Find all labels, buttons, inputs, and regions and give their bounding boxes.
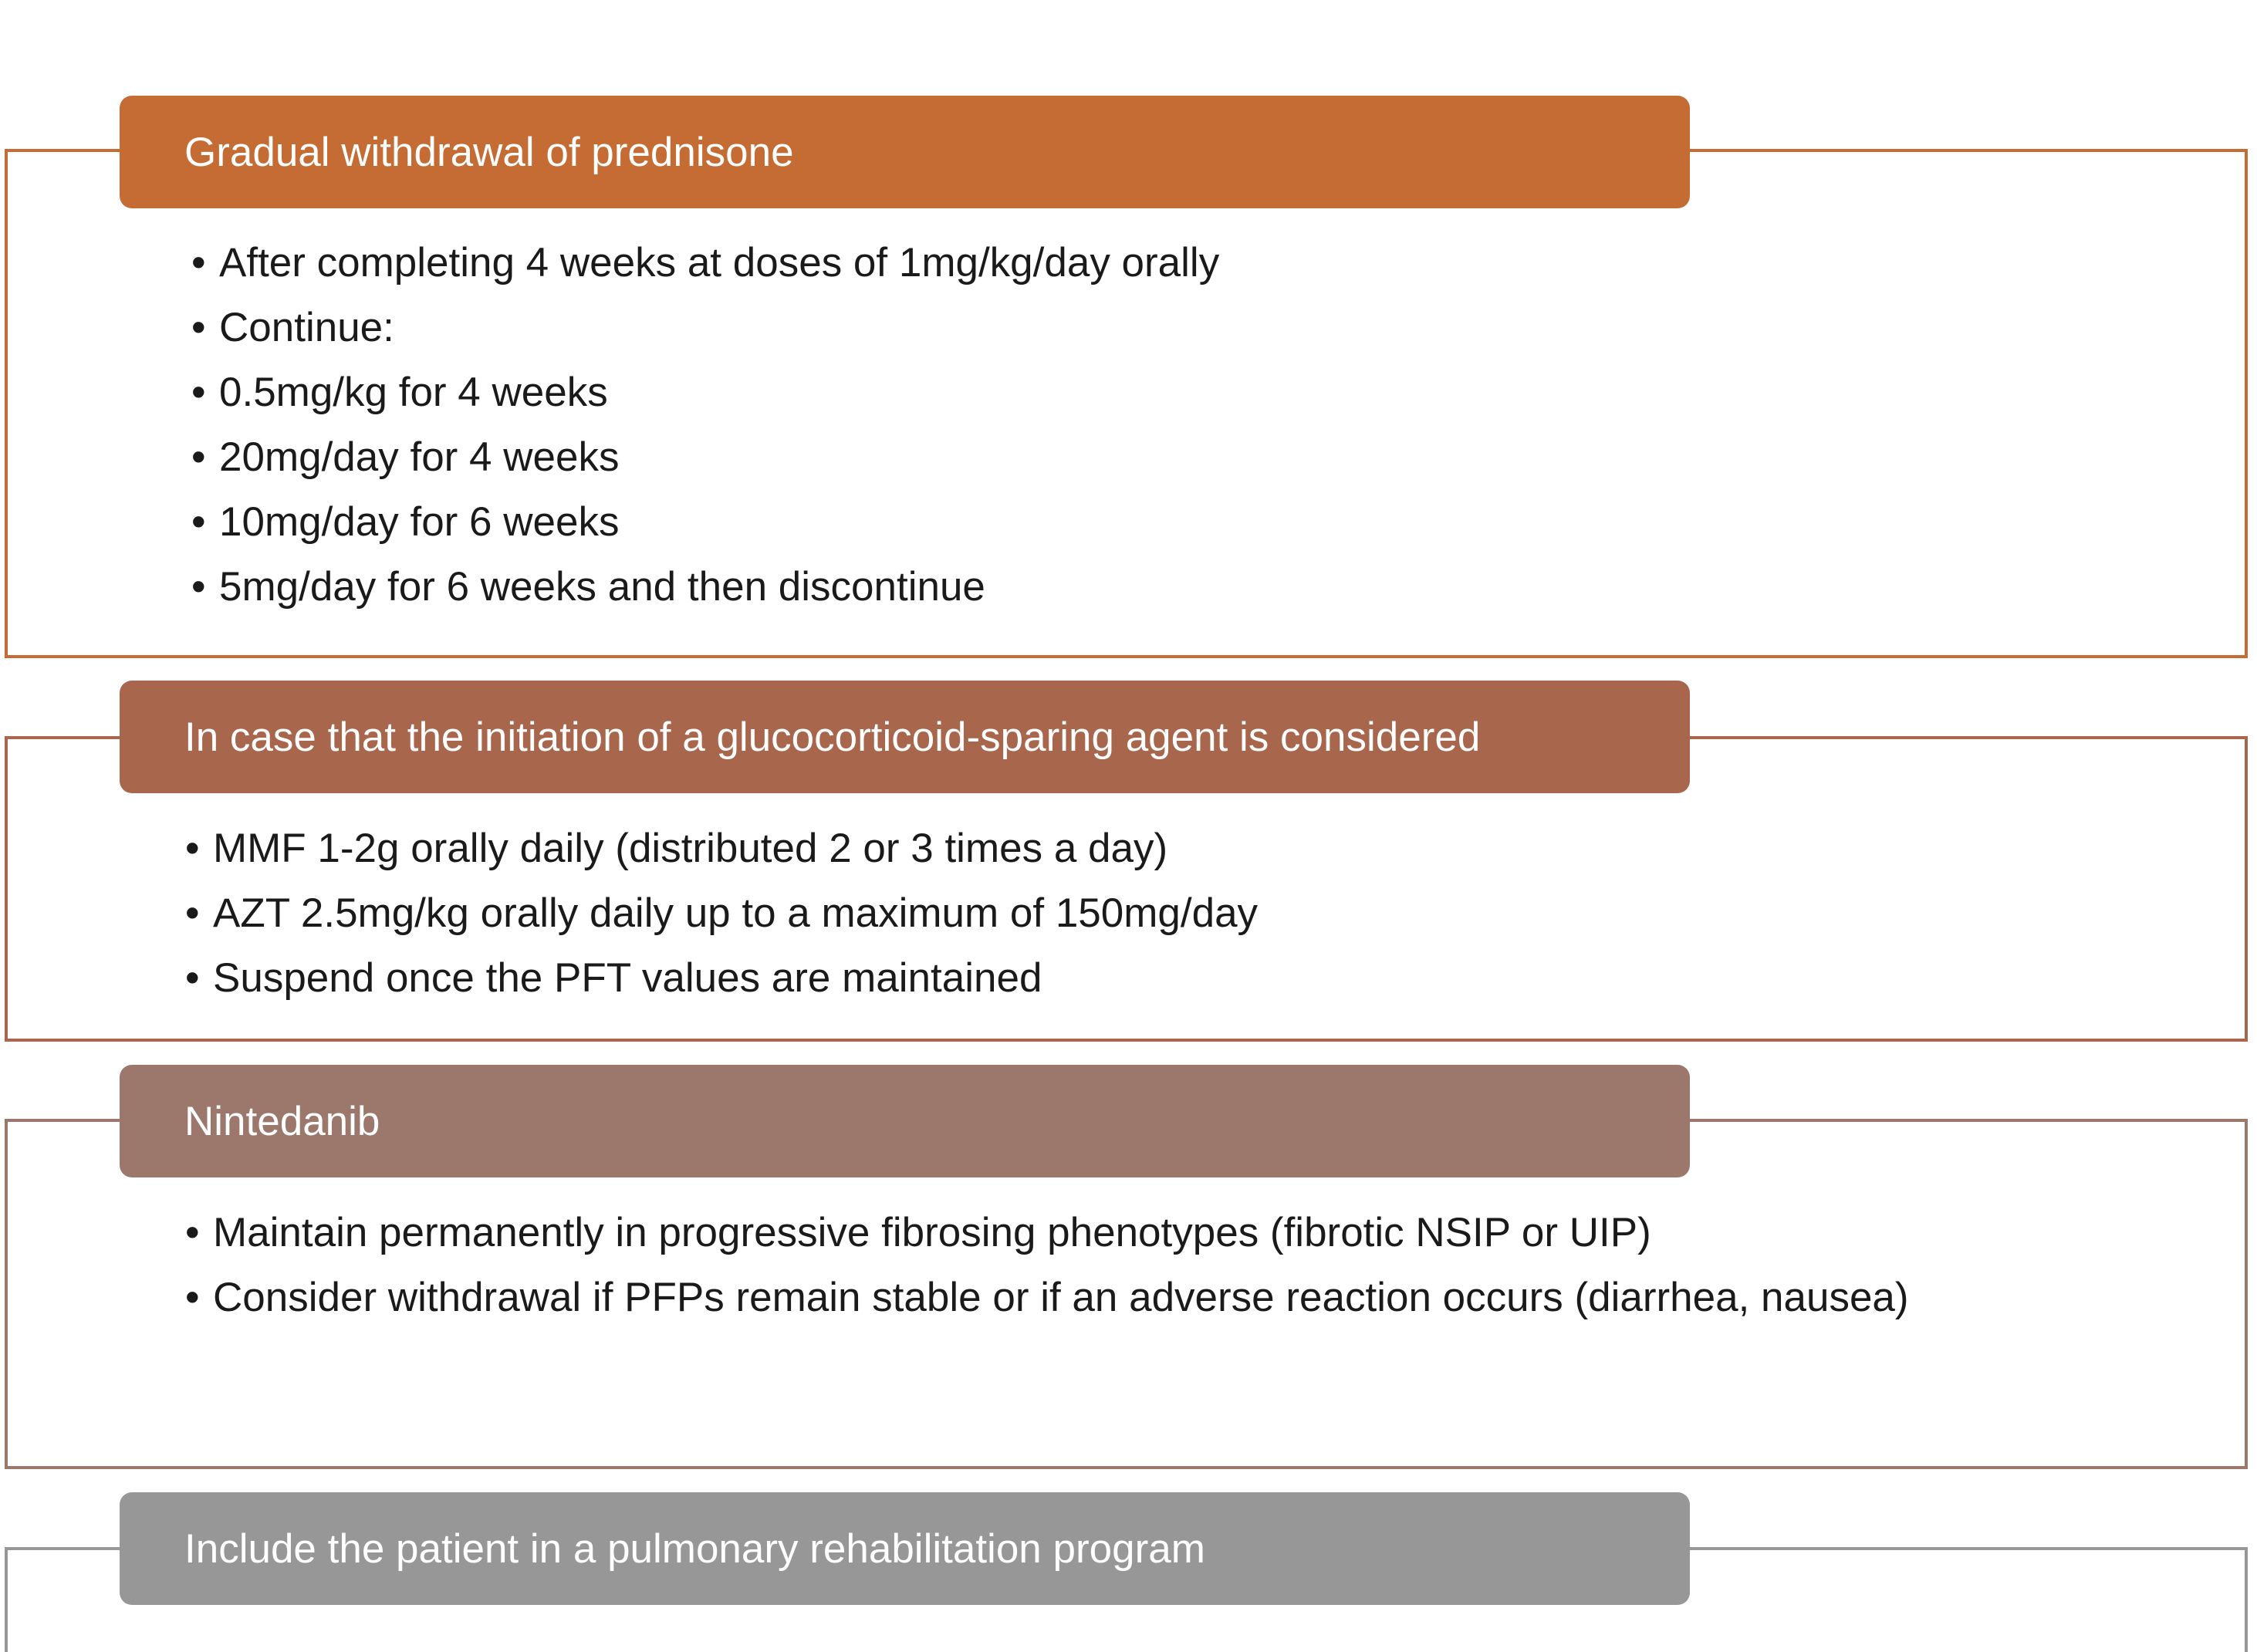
- bullet-item: • Continue:: [191, 296, 1219, 360]
- section-header-prednisone-withdrawal: [120, 96, 1690, 208]
- bullet-list-glucocorticoid-sparing: [185, 816, 1258, 1011]
- section-title: In case that the initiation of a glucocorticoid-sparing agent is considered: [184, 714, 1481, 760]
- bullet-item: • 5mg/day for 6 weeks and then discontinue: [191, 555, 1219, 620]
- bullet-item: • 20mg/day for 4 weeks: [191, 425, 1219, 490]
- section-title: Gradual withdrawal of prednisone: [184, 129, 794, 175]
- section-header-glucocorticoid-sparing: [120, 681, 1690, 793]
- bullet-item: • 0.5mg/kg for 4 weeks: [191, 360, 1219, 425]
- bullet-list-nintedanib: [185, 1201, 1988, 1330]
- bullet-item: • MMF 1-2g orally daily (distributed 2 or 3 times a day): [185, 816, 1258, 881]
- bullet-item: • Suspend once the PFT values are maintained: [185, 946, 1258, 1011]
- bullet-item: • AZT 2.5mg/kg orally daily up to a maximum of 150mg/day: [185, 881, 1258, 946]
- bullet-item: • After completing 4 weeks at doses of 1mg/kg/day orally: [191, 231, 1219, 296]
- bullet-item: • Consider withdrawal if PFPs remain stable or if an adverse reaction occurs (diarrhea, nausea): [185, 1265, 1988, 1330]
- section-header-pulmonary-rehabilitation: [120, 1492, 1690, 1605]
- section-header-nintedanib: [120, 1065, 1690, 1177]
- section-title: Include the patient in a pulmonary rehabilitation program: [184, 1525, 1205, 1572]
- bullet-list-prednisone: [191, 231, 1219, 620]
- section-title: Nintedanib: [184, 1098, 380, 1144]
- bullet-item: • Maintain permanently in progressive fibrosing phenotypes (fibrotic NSIP or UIP): [185, 1201, 1988, 1265]
- bullet-item: • 10mg/day for 6 weeks: [191, 490, 1219, 555]
